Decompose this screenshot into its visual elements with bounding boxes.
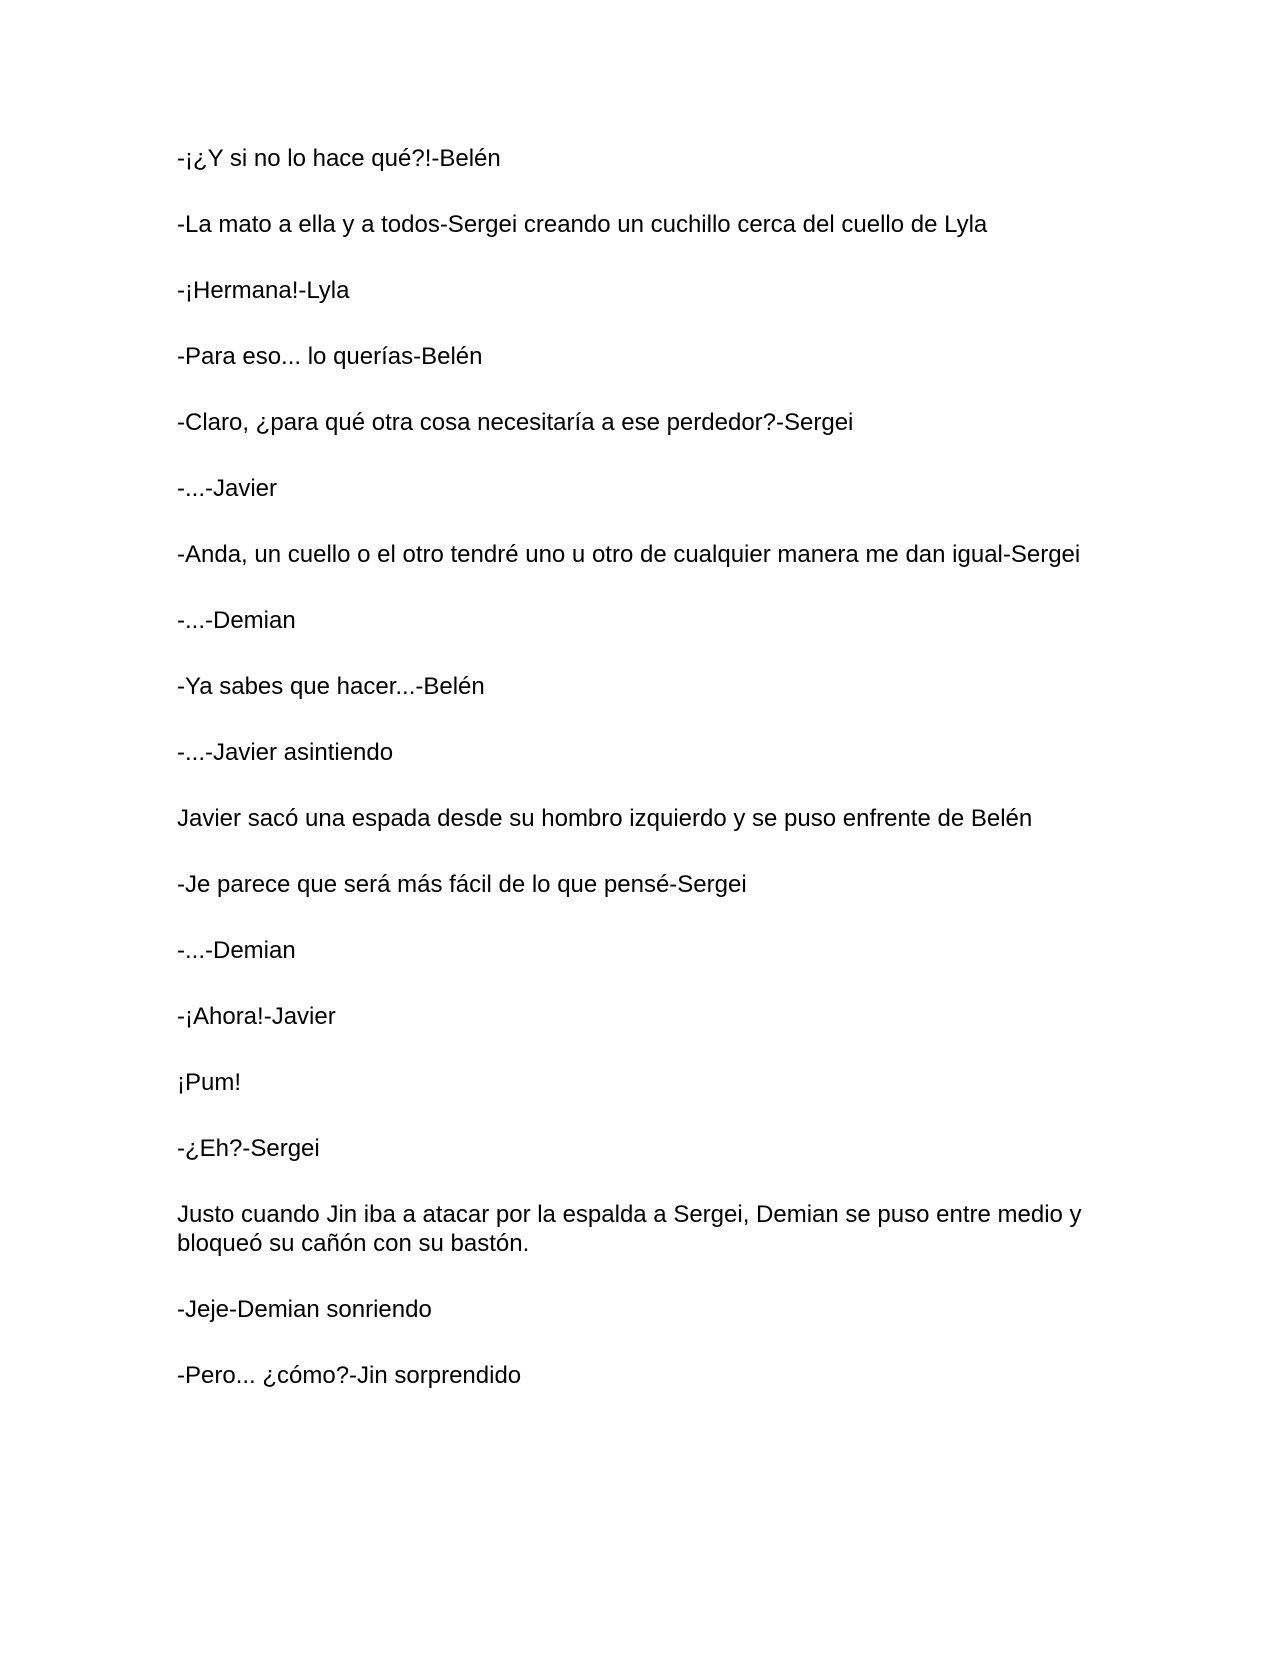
paragraph: -¡Hermana!-Lyla (177, 277, 350, 304)
paragraph: -Para eso... lo querías-Belén (177, 343, 483, 370)
paragraph: -...-Demian (177, 937, 296, 964)
paragraph: -Claro, ¿para qué otra cosa necesitaría a ese perdedor?-Sergei (177, 409, 854, 436)
paragraph: -La mato a ella y a todos-Sergei creando un cuchillo cerca del cuello de Lyla (177, 211, 988, 238)
document-body (177, 144, 1097, 1427)
paragraph: -Pero... ¿cómo?-Jin sorprendido (177, 1362, 522, 1389)
paragraph: -¡¿Y si no lo hace qué?!-Belén (177, 145, 501, 172)
paragraph: Javier sacó una espada desde su hombro izquierdo y se puso enfrente de Belén (177, 805, 1033, 832)
paragraph: -...-Javier (177, 475, 278, 502)
paragraph: -¿Eh?-Sergei (177, 1135, 320, 1162)
paragraph: -Anda, un cuello o el otro tendré uno u otro de cualquier manera me dan igual-Sergei (177, 541, 1081, 568)
paragraph: -...-Javier asintiendo (177, 739, 394, 766)
paragraph: ¡Pum! (177, 1069, 242, 1096)
paragraph: -Jeje-Demian sonriendo (177, 1296, 432, 1323)
paragraph: Justo cuando Jin iba a atacar por la espalda a Sergei, Demian se puso entre medio y bloqueó su cañón con su bastón. (177, 1201, 1082, 1257)
paragraph: -...-Demian (177, 607, 296, 634)
paragraph: -¡Ahora!-Javier (177, 1003, 336, 1030)
paragraph: -Je parece que será más fácil de lo que pensé-Sergei (177, 871, 747, 898)
paragraph: -Ya sabes que hacer...-Belén (177, 673, 485, 700)
